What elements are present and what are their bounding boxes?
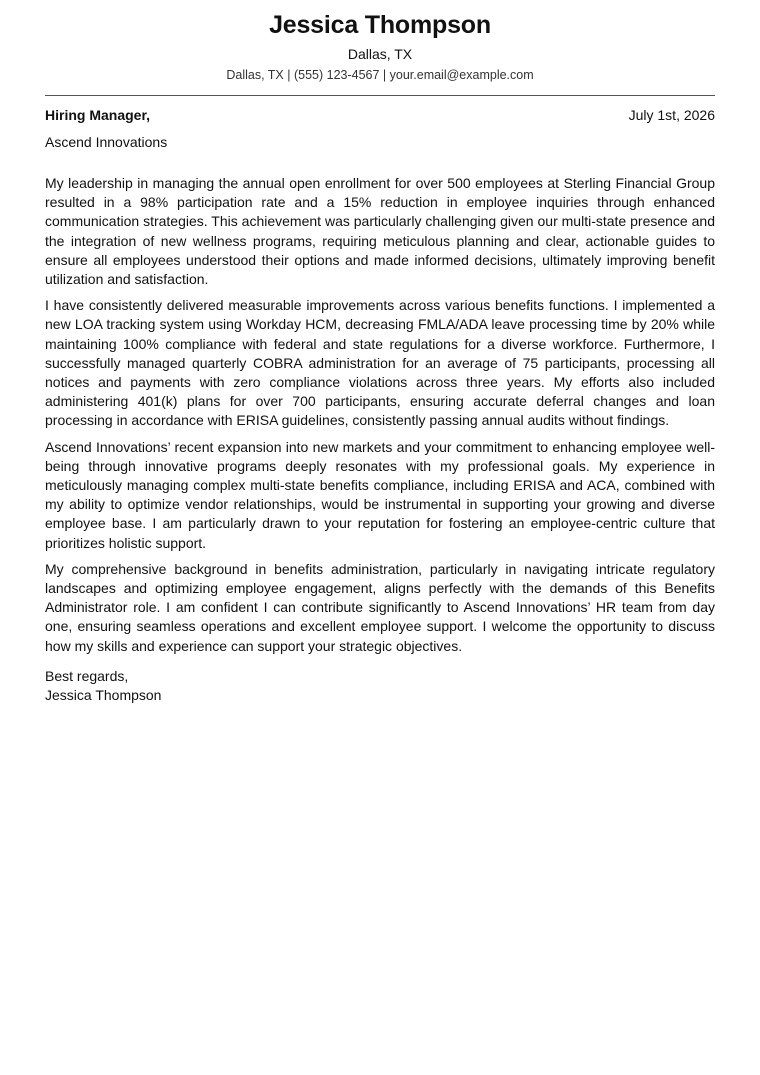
letter-date: July 1st, 2026	[628, 107, 715, 123]
body-paragraph-2: I have consistently delivered measurable improvements across various benefits functions. I implemented a new LOA tracking system using Workday HCM, decreasing FMLA/ADA leave processing time by 20% while maintaining 100% compliance with federal and state regulations for a diverse workforce. Furthermore, I successfully managed quarterly COBRA administration for an average of 75 participants, processing all notices and payments with zero compliance violations across three years. My efforts also included administering 401(k) plans for over 700 participants, ensuring accurate deferral changes and loan processing in accordance with ERISA guidelines, consistently passing annual audits without findings.	[45, 297, 715, 429]
header-divider	[45, 95, 715, 96]
body-paragraph-3: Ascend Innovations’ recent expansion into new markets and your commitment to enhancing employee well-being through innovative programs deeply resonates with my professional goals. My experience in meticulously managing complex multi-state benefits compliance, including ERISA and ACA, combined with my ability to optimize vendor relationships, would be instrumental in supporting your growing and diverse employee base. I am particularly drawn to your reputation for fostering an employee-centric culture that prioritizes holistic support.	[45, 438, 715, 551]
letter-body	[45, 174, 715, 656]
recipient-salutation: Hiring Manager,	[45, 107, 151, 123]
recipient-row	[45, 106, 715, 125]
contact-line: Dallas, TX | (555) 123-4567 | your.email@example.com	[226, 68, 534, 82]
recipient-company: Ascend Innovations	[45, 134, 168, 150]
applicant-location: Dallas, TX	[347, 46, 413, 62]
letter-closing	[45, 667, 715, 705]
cover-letter-page	[45, 0, 715, 705]
body-paragraph-4: My comprehensive background in benefits administration, particularly in navigating intricate regulatory landscapes and optimizing employee engagement, aligns perfectly with the demands of this Benefits Administrator role. I am confident I can contribute significantly to Ascend Innovations’ HR team from day one, ensuring seamless operations and excellent employee support. I welcome the opportunity to discuss how my skills and experience can support your strategic objectives.	[45, 560, 715, 654]
applicant-name: Jessica Thompson	[269, 11, 491, 39]
signature-name: Jessica Thompson	[45, 687, 162, 704]
body-paragraph-1: My leadership in managing the annual open enrollment for over 500 employees at Sterling Financial Group resulted in a 98% participation rate and a 15% reduction in employee inquiries through enhanced communication strategies. This achievement was particularly challenging given our multi-state presence and the integration of new wellness programs, requiring meticulous planning and clear, actionable guides to ensure all employees understood their options and made informed decisions, ultimately improving benefit utilization and satisfaction.	[45, 175, 715, 288]
sign-off: Best regards,	[45, 667, 129, 684]
